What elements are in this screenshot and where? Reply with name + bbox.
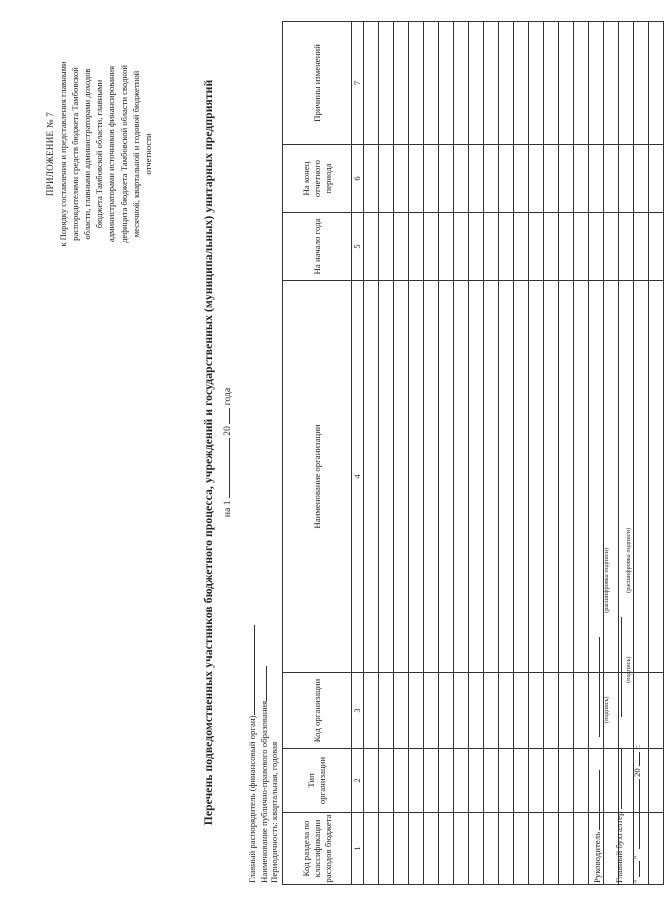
table-cell[interactable] [454,673,469,749]
date-year-prefix: 20 [222,426,233,436]
date-prefix: на 1 [222,500,233,518]
table-row [469,22,484,885]
table-cell[interactable] [559,749,574,813]
table-cell[interactable] [439,22,454,145]
table-cell[interactable] [559,813,574,885]
table-cell[interactable] [589,145,604,213]
table-cell[interactable] [604,22,619,145]
table-cell[interactable] [589,22,604,145]
col-number: 6 [352,145,364,213]
table-cell[interactable] [424,22,439,145]
table-row [514,22,529,885]
table-cell[interactable] [619,281,634,673]
table-cell[interactable] [559,281,574,673]
table-cell[interactable] [514,22,529,145]
report-date-line [220,0,233,905]
table-cell[interactable] [439,749,454,813]
date-quote-open: " [632,879,642,883]
col-number: 7 [352,22,364,145]
accountant-sign-blank[interactable] [612,749,622,809]
document-title: Перечень подведомственных участников бюджетного процесса, учреждений и государственных (муниципальных) унитарных предприятий [202,79,215,826]
col-number: 3 [352,673,364,749]
table-header-row [283,22,352,885]
table-row [574,22,589,885]
col-header-org-code: Код организации [283,673,352,749]
col-header-org-type: Тип организации [283,749,352,813]
table-cell[interactable] [589,281,604,673]
col-header-period-end: На конец отчетного периода [283,145,352,213]
table-cell[interactable] [634,22,649,145]
table-cell[interactable] [439,281,454,673]
table-cell[interactable] [469,213,484,281]
table-cell[interactable] [544,281,559,673]
table-row [379,22,394,885]
table-cell[interactable] [529,22,544,145]
table-cell[interactable] [649,281,664,673]
table-cell[interactable] [424,145,439,213]
table-cell[interactable] [499,281,514,673]
col-number: 2 [352,749,364,813]
accountant-signature-line [612,527,632,883]
table-cell[interactable] [379,813,394,885]
table-cell[interactable] [409,813,424,885]
table-cell[interactable] [529,145,544,213]
table-row [394,22,409,885]
date-year-blank[interactable] [630,752,640,766]
table-cell[interactable] [634,213,649,281]
table-cell[interactable] [574,145,589,213]
head-signature-line [590,547,610,884]
appendix-line: к Порядку составления и представления главными [58,61,69,247]
table-cell[interactable] [484,145,499,213]
table-cell[interactable] [604,145,619,213]
participants-table [282,21,664,885]
table-cell[interactable] [409,281,424,673]
table-cell[interactable] [454,281,469,673]
col-number: 5 [352,213,364,281]
table-cell[interactable] [454,145,469,213]
appendix-line: администраторами источников финансирования [106,65,117,243]
table-cell[interactable] [634,145,649,213]
table-cell[interactable] [469,145,484,213]
table-cell[interactable] [454,213,469,281]
table-cell[interactable] [544,213,559,281]
table-cell[interactable] [484,813,499,885]
table-cell[interactable] [394,213,409,281]
table-cell[interactable] [544,145,559,213]
table-cell[interactable] [379,673,394,749]
table-cell[interactable] [409,145,424,213]
table-cell[interactable] [544,22,559,145]
table-cell[interactable] [379,22,394,145]
table-cell[interactable] [499,22,514,145]
table-cell[interactable] [529,281,544,673]
table-row [484,22,499,885]
date-quote-close: " [632,855,642,859]
date-year-blank[interactable] [220,408,230,424]
table-cell[interactable] [454,749,469,813]
table-cell[interactable] [514,281,529,673]
table-row [499,22,514,885]
table-cell[interactable] [649,813,664,885]
table-cell[interactable] [409,213,424,281]
table-cell[interactable] [364,813,379,885]
table-cell[interactable] [394,22,409,145]
table-row [559,22,574,885]
table-cell[interactable] [529,673,544,749]
date-day-blank[interactable] [630,861,640,877]
field-label: Периодичность: квартальная, годовая [269,741,279,883]
appendix-line: области, главными администраторами доходов [82,68,93,240]
table-cell[interactable] [574,673,589,749]
table-cell[interactable] [649,749,664,813]
table-cell[interactable] [379,749,394,813]
table-cell[interactable] [649,145,664,213]
field-label: Наименование публично-правового образования [259,700,269,883]
table-cell[interactable] [364,749,379,813]
table-cell[interactable] [619,145,634,213]
appendix-line: бюджета Тамбовской области, главными [94,79,105,229]
table-cell[interactable] [514,673,529,749]
table-cell[interactable] [514,813,529,885]
field-blank[interactable] [245,625,255,715]
field-blank[interactable] [257,666,267,701]
table-cell[interactable] [364,22,379,145]
field-main-manager [245,625,257,883]
table-row [529,22,544,885]
table-cell[interactable] [514,145,529,213]
col-header-org-name: Наименование организации [283,281,352,673]
table-cell[interactable] [364,145,379,213]
date-year-prefix: 20 [632,768,642,777]
table-cell[interactable] [484,22,499,145]
table-cell[interactable] [379,281,394,673]
table-cell[interactable] [439,673,454,749]
table-cell[interactable] [379,213,394,281]
table-cell[interactable] [469,813,484,885]
table-cell[interactable] [394,749,409,813]
table-cell[interactable] [424,813,439,885]
table-row [424,22,439,885]
table-cell[interactable] [409,749,424,813]
accountant-label: Главный бухгалтер [614,811,624,883]
table-cell[interactable] [364,673,379,749]
table-cell[interactable] [634,281,649,673]
table-cell[interactable] [394,281,409,673]
table-cell[interactable] [364,281,379,673]
appendix-line: отчетности [142,133,153,175]
table-cell[interactable] [559,145,574,213]
table-cell[interactable] [619,22,634,145]
table-cell[interactable] [394,145,409,213]
table-cell[interactable] [499,213,514,281]
table-cell[interactable] [484,213,499,281]
head-decode-blank[interactable] [590,638,600,738]
table-cell[interactable] [559,213,574,281]
table-cell[interactable] [499,673,514,749]
date-suffix: года [222,387,233,406]
table-cell[interactable] [619,213,634,281]
appendix-line: дефицита бюджета Тамбовской области сводной [118,65,129,243]
table-cell[interactable] [439,213,454,281]
col-header-change-reasons: Причины изменений [283,22,352,145]
head-decode-caption: (расшифровка подписи) [603,547,610,613]
head-sign-blank[interactable] [590,770,600,830]
table-row [409,22,424,885]
table-cell[interactable] [574,213,589,281]
table-cell[interactable] [649,673,664,749]
table-row [364,22,379,885]
table-cell[interactable] [409,673,424,749]
table-cell[interactable] [484,673,499,749]
table-cell[interactable] [529,813,544,885]
table-cell[interactable] [364,213,379,281]
table-cell[interactable] [499,749,514,813]
table-cell[interactable] [514,749,529,813]
date-month-blank[interactable] [630,779,640,849]
table-cell[interactable] [469,673,484,749]
date-day-month-blank[interactable] [220,438,230,498]
table-cell[interactable] [484,281,499,673]
col-header-section-code: Код раздела по классификации расходов бюджета [283,813,352,885]
table-cell[interactable] [454,22,469,145]
appendix-line: месячной, квартальной и годовой бюджетной [130,70,141,238]
table-cell[interactable] [394,673,409,749]
table-cell[interactable] [634,673,649,749]
table-cell[interactable] [529,749,544,813]
appendix-line: распорядителями средств бюджета Тамбовской [70,67,81,241]
appendix-note [44,9,154,299]
table-cell[interactable] [514,213,529,281]
table-cell[interactable] [574,813,589,885]
col-number: 4 [352,281,364,673]
table-cell[interactable] [574,749,589,813]
table-cell[interactable] [604,281,619,673]
table-cell[interactable] [574,22,589,145]
table-row [454,22,469,885]
signature-date-line [630,745,642,883]
table-cell[interactable] [424,281,439,673]
field-periodicity [269,742,279,883]
head-sign-caption: (подпись) [603,696,610,723]
col-header-year-start: На начало года [283,213,352,281]
table-cell[interactable] [649,22,664,145]
date-year-suffix: г. [632,744,642,750]
accountant-sign-caption: (подпись) [625,656,632,683]
table-cell[interactable] [394,813,409,885]
table-cell[interactable] [499,813,514,885]
accountant-decode-blank[interactable] [612,617,622,717]
table-cell[interactable] [424,213,439,281]
table-cell[interactable] [544,813,559,885]
table-cell[interactable] [439,813,454,885]
table-row [439,22,454,885]
field-public-entity [257,666,269,883]
table-cell[interactable] [424,749,439,813]
table-cell[interactable] [589,213,604,281]
head-label: Руководитель [592,831,602,883]
table-cell[interactable] [544,749,559,813]
accountant-decode-caption: (расшифровка подписи) [625,527,632,593]
appendix-header: ПРИЛОЖЕНИЕ № 7 [45,111,55,197]
table-cell[interactable] [379,145,394,213]
field-label: Главный распорядитель (финансовый орган) [247,715,257,883]
table-cell[interactable] [559,22,574,145]
table-cell[interactable] [559,673,574,749]
table-cell[interactable] [454,813,469,885]
table-cell[interactable] [484,749,499,813]
table-cell[interactable] [469,22,484,145]
table-row [544,22,559,885]
table-cell[interactable] [424,673,439,749]
table-cell[interactable] [544,673,559,749]
table-cell[interactable] [499,145,514,213]
table-cell[interactable] [469,749,484,813]
table-number-row [352,22,364,885]
table-cell[interactable] [409,22,424,145]
table-row [649,22,664,885]
table-cell[interactable] [439,145,454,213]
table-cell[interactable] [604,213,619,281]
table-cell[interactable] [649,213,664,281]
table-cell[interactable] [574,281,589,673]
col-number: 1 [352,813,364,885]
table-cell[interactable] [529,213,544,281]
table-cell[interactable] [469,281,484,673]
